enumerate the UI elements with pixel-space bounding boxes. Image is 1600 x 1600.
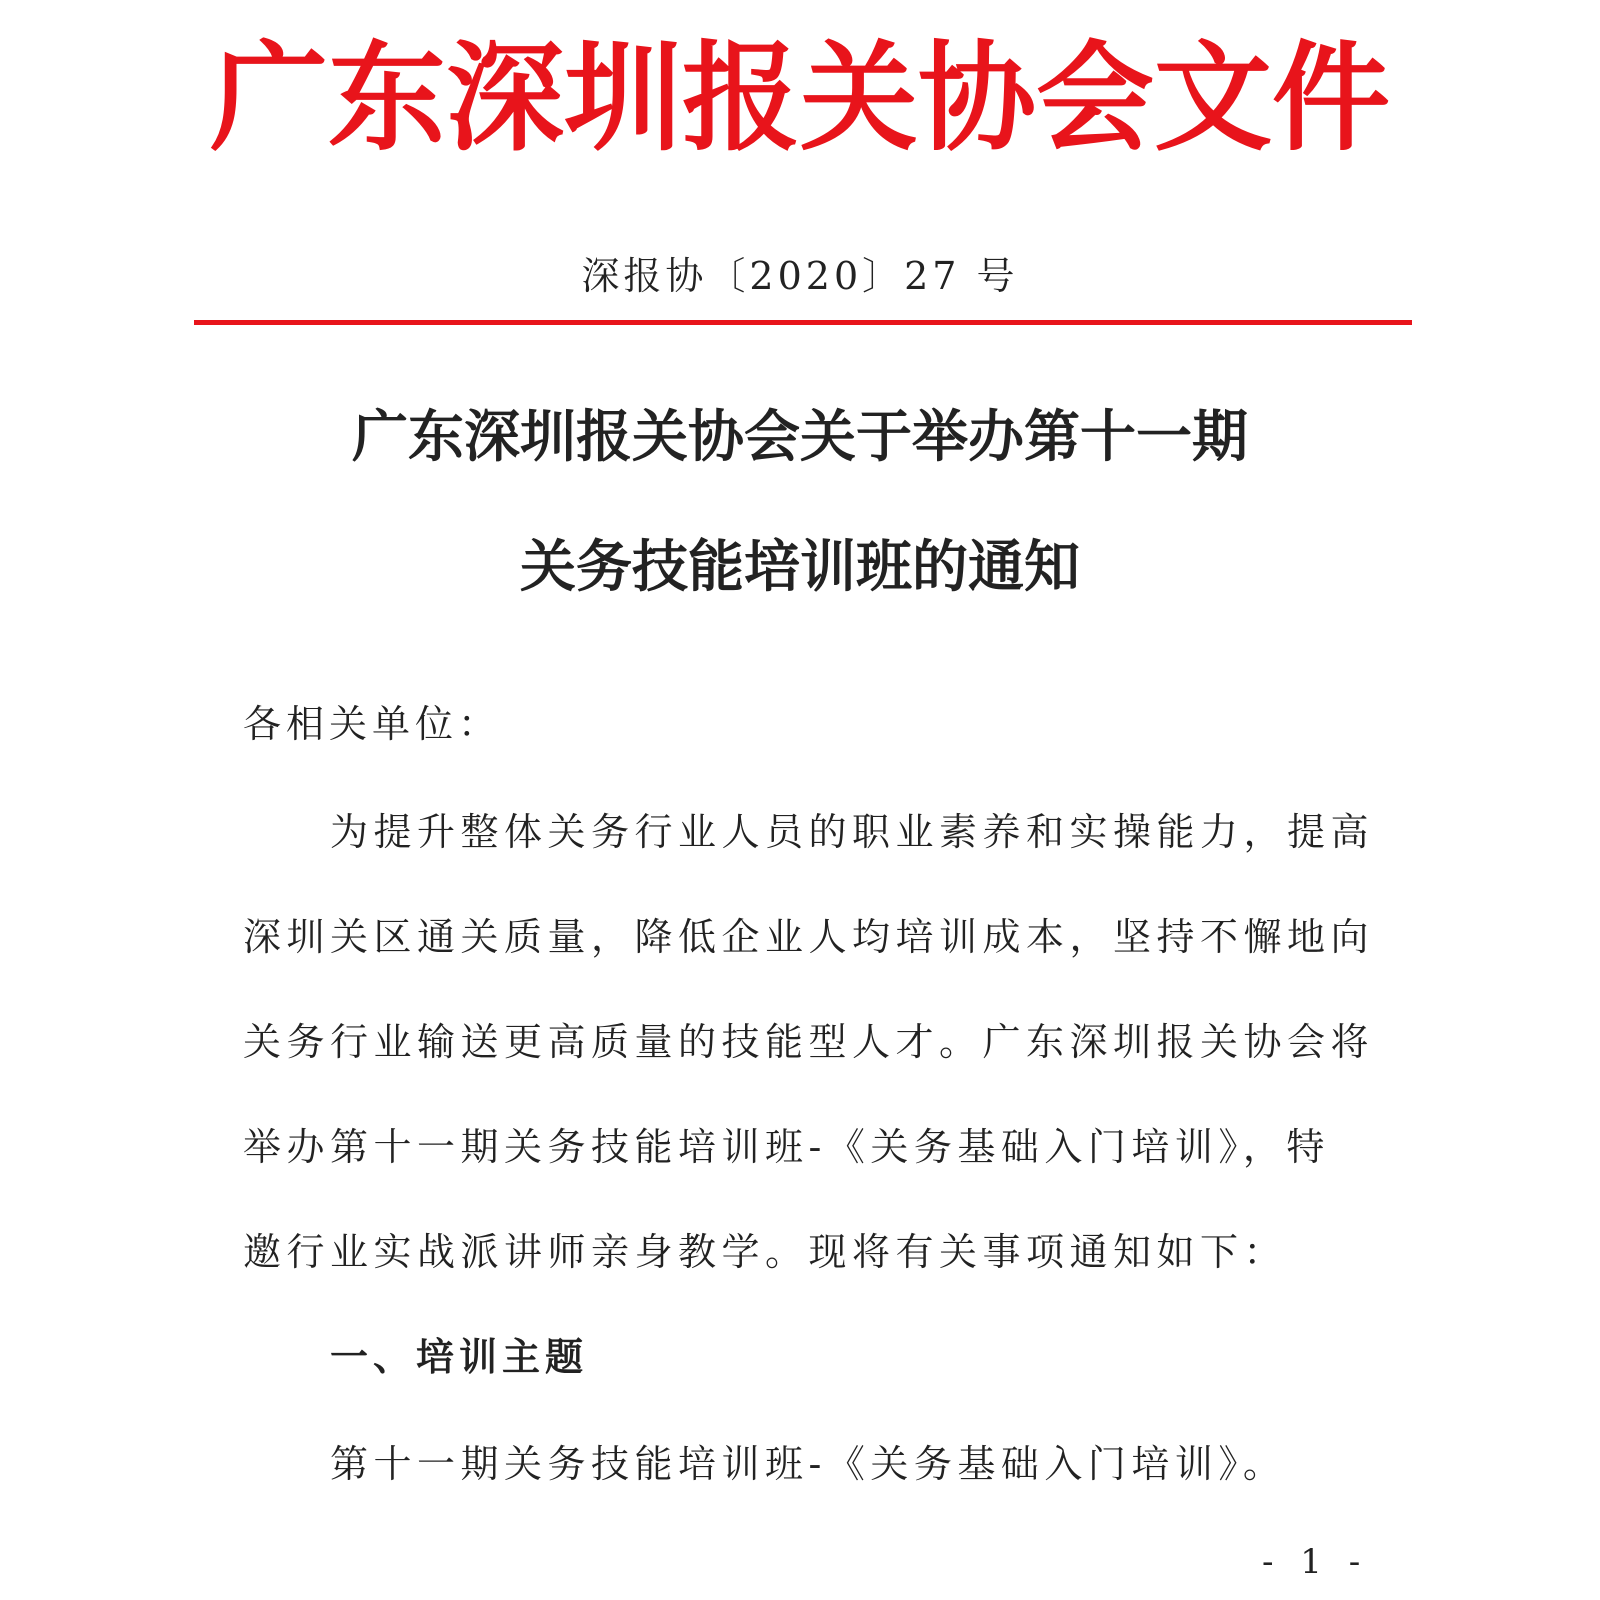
body-line: 关务行业输送更高质量的技能型人才。广东深圳报关协会将 — [243, 1020, 1375, 1064]
notice-title-line-2: 关务技能培训班的通知 — [520, 534, 1080, 600]
body-line: 举办第十一期关务技能培训班-《关务基础入门培训》，特 — [243, 1125, 1330, 1169]
salutation: 各相关单位： — [243, 702, 502, 746]
red-divider-line — [194, 320, 1412, 325]
body-line: 深圳关区通关质量，降低企业人均培训成本，坚持不懈地向 — [243, 915, 1375, 959]
page-number: - 1 - — [1262, 1542, 1369, 1582]
body-line: 邀行业实战派讲师亲身教学。现将有关事项通知如下： — [243, 1230, 1288, 1274]
body-line: 为提升整体关务行业人员的职业素养和实操能力，提高 — [330, 810, 1375, 854]
notice-title-line-1: 广东深圳报关协会关于举办第十一期 — [352, 404, 1248, 470]
document-number: 深报协〔2020〕27 号 — [581, 254, 1019, 298]
masthead-title: 广东深圳报关协会文件 — [209, 29, 1390, 167]
section-content-training-theme: 第十一期关务技能培训班-《关务基础入门培训》。 — [330, 1442, 1287, 1486]
section-heading-training-theme: 一、培训主题 — [330, 1334, 589, 1379]
